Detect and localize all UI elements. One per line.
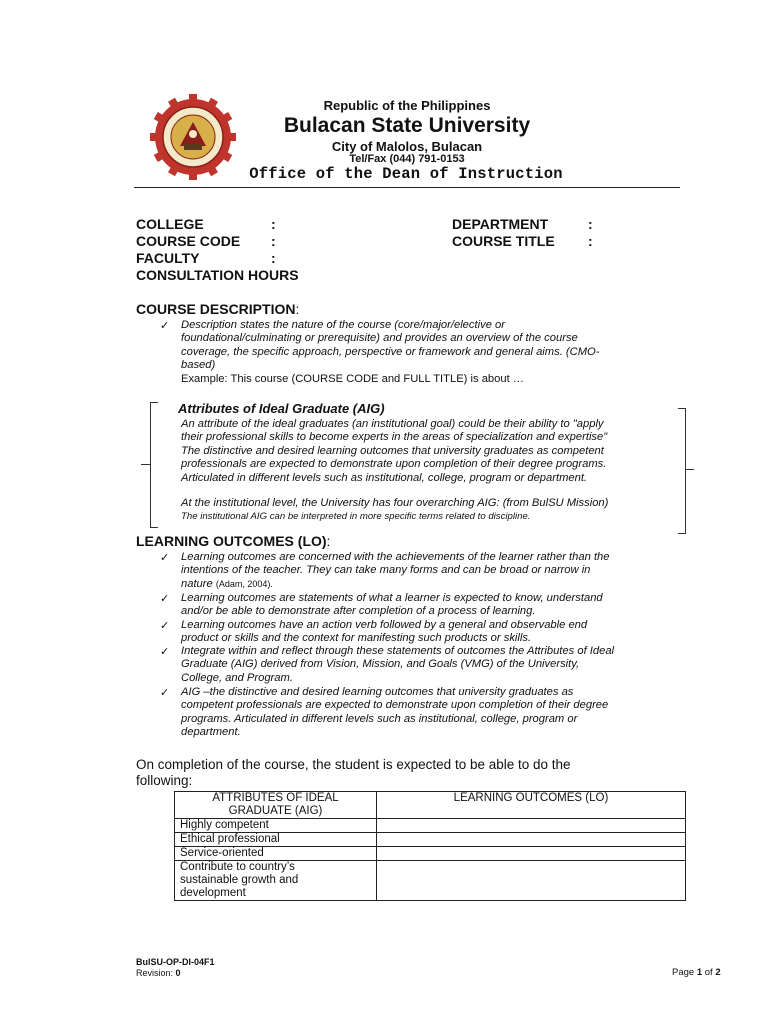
consultation-hours-label: CONSULTATION HOURS xyxy=(136,267,299,283)
college-label: COLLEGE xyxy=(136,216,204,232)
aig-lo-table xyxy=(174,791,686,901)
header-divider xyxy=(134,187,680,188)
course-title-label: COURSE TITLE xyxy=(452,233,555,249)
university-name: Bulacan State University xyxy=(283,114,531,137)
aig-heading: Attributes of Ideal Graduate (AIG) xyxy=(178,401,385,416)
office-title: Office of the Dean of Instruction xyxy=(249,165,563,183)
lo-item-5: AIG –the distinctive and desired learning outcomes that university graduates as competent professionals are expected to demonstrate upon completion of their degree programs. Articulated in different levels such as institutional, college, program or department. xyxy=(181,686,609,739)
lo-cell[interactable] xyxy=(377,847,686,861)
aig-cell: Highly competent xyxy=(175,819,377,833)
left-bracket xyxy=(150,402,158,528)
lo-item-3: Learning outcomes have an action verb followed by a general and observable end product or skills and the context for manifesting such products or skills. xyxy=(181,619,588,645)
revision: Revision: 0 xyxy=(136,968,181,978)
right-bracket-tick xyxy=(685,469,694,470)
aig-cell: Ethical professional xyxy=(175,833,377,847)
telfax-line: Tel/Fax (044) 791-0153 xyxy=(349,153,465,165)
check-icon: ✓ xyxy=(160,646,170,658)
lo-cell[interactable] xyxy=(377,819,686,833)
course-title-colon: : xyxy=(588,233,593,249)
table-header-row xyxy=(175,792,686,819)
check-icon: ✓ xyxy=(160,320,170,332)
left-bracket-tick xyxy=(141,464,150,465)
form-code: BulSU-OP-DI-04F1 xyxy=(136,957,215,967)
department-label: DEPARTMENT xyxy=(452,216,549,232)
lo-cell[interactable] xyxy=(377,833,686,847)
table-row xyxy=(175,861,686,901)
course-code-label: COURSE CODE xyxy=(136,233,241,249)
college-colon: : xyxy=(271,216,276,232)
check-icon: ✓ xyxy=(160,593,170,605)
completion-statement: On completion of the course, the student is expected to be able to do the following: xyxy=(136,757,571,788)
right-bracket xyxy=(678,408,686,534)
faculty-label: FACULTY xyxy=(136,250,200,266)
aig-cell: Contribute to country’s sustainable growth and development xyxy=(175,861,377,901)
check-icon: ✓ xyxy=(160,687,170,699)
lo-column-header: LEARNING OUTCOMES (LO) xyxy=(377,792,686,819)
check-icon: ✓ xyxy=(160,620,170,632)
table-row xyxy=(175,819,686,833)
course-description-example: Example: This course (COURSE CODE and FULL TITLE) is about … xyxy=(181,373,524,385)
city-line: City of Malolos, Bulacan xyxy=(331,139,483,154)
check-icon: ✓ xyxy=(160,552,170,564)
learning-outcomes-heading: LEARNING OUTCOMES (LO): xyxy=(136,533,331,549)
lo-cell[interactable] xyxy=(377,861,686,901)
table-row xyxy=(175,847,686,861)
aig-cell: Service-oriented xyxy=(175,847,377,861)
republic-line: Republic of the Philippines xyxy=(323,98,491,113)
course-description-heading: COURSE DESCRIPTION: xyxy=(136,301,300,317)
course-code-colon: : xyxy=(271,233,276,249)
course-description-text: Description states the nature of the course (core/major/elective or foundational/culminating or prerequisite) and provides an overview of the course coverage, the specific approach, perspective or framework and general aims. (CMO- based) xyxy=(181,319,600,372)
lo-item-1: Learning outcomes are concerned with the achievements of the learner rather than the intentions of the teacher. They can take many forms and can be broad or narrow in nature (Adam, 2004). xyxy=(181,551,610,590)
table-row xyxy=(175,833,686,847)
lo-item-2: Learning outcomes are statements of what a learner is expected to know, understand and/or be able to demonstrate after completion of a process of learning. xyxy=(181,592,603,618)
aig-column-header: ATTRIBUTES OF IDEAL GRADUATE (AIG) xyxy=(175,792,377,819)
aig-institutional-note: The institutional AIG can be interpreted in more specific terms related to discipline. xyxy=(181,511,531,522)
faculty-colon: : xyxy=(271,250,276,266)
aig-description: An attribute of the ideal graduates (an institutional goal) could be their ability to "apply their professional skills to become experts in the areas of specialization and expertise" The distinctive and desired learning outcomes that university graduates as competent professionals are expected to demonstrate upon completion of their degree programs. Articulated in different levels such as institutional, college, program or department. xyxy=(181,418,608,484)
lo-item-4: Integrate within and reflect through these statements of outcomes the Attributes of Ideal Graduate (AIG) derived from Vision, Mission, and Goals (VMG) of the University, College, and Program. xyxy=(181,645,615,684)
department-colon: : xyxy=(588,216,593,232)
page-number: Page 1 of 2 xyxy=(672,967,721,978)
aig-institutional-line: At the institutional level, the University has four overarching AIG: (from BulSU Mission) xyxy=(181,497,609,509)
